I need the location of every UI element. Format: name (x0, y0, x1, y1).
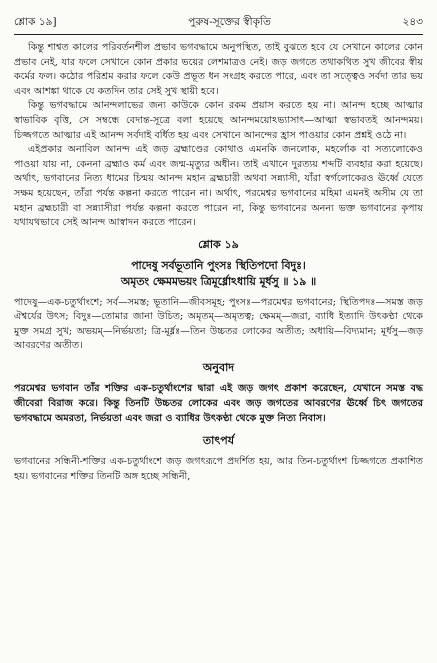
paragraph-2: কিন্তু ভগবদ্ধামে আনন্দলাভের জন্য কাউকে কোন রকম প্রয়াস করতে হয় না। আনন্দ হচ্ছে আত্মার স্বাভাবিক বৃত্তি, সে সম্বন্ধে বেদান্ত-সূত্রে বলা হয়েছে আনন্দময়োঽভ্যাসাৎ—আত্মা স্বভাবতই আনন্দময়। চিজ্জগতে আত্মার এই আনন্দ সর্বদাই বর্ধিত হয় এবং সেখানে আনন্দের হ্রাস পাওয়ার কোন প্রশ্নই ওঠে না। (14, 100, 423, 141)
translation-heading: অনুবাদ (202, 361, 235, 375)
verse-line-2: অমৃতং ক্ষেমমভয়ং ত্রিমূর্ধ্নোঽধায়ি মূর্ধসু ॥ ১৯ ॥ (120, 274, 317, 288)
purport-text: ভগবানের সন্ধিনী-শক্তির এক-চতুর্থাংশে জড় জগৎরূপে প্রদর্শিত হয়, আর তিন-চতুর্থাংশ চিজ্জগতে প্রকাশিত হয়। ভগবানের শক্তির তিনটি অঙ্গ হচ্ছে সন্ধিনী, (14, 456, 423, 482)
paragraph-1: কিন্তু শাশ্বত কালের পরিবর্তনশীল প্রভাব ভগবদ্ধামে অনুপস্থিত, তাই বুঝতে হবে যে সেখানে কালের কোন প্রভাব নেই, যার ফলে সেখানে কোন প্রকার ভয়ের লেশমাত্রও নেই। জড় জগতে তথাকথিত সুখ জীবের স্বীয় কর্মের ফল। কঠোর পরিশ্রম করার ফলে কেউ প্রভূত ধন সংগ্রহ করতে পারে, এবং তা সত্ত্বেও সর্বদা তার ভয় এবং আশঙ্কা থাকে যে কতদিন তার সেই সুখ স্থায়ী হবে। (14, 42, 423, 97)
purport-heading: তাৎপর্য (202, 434, 235, 448)
header-verse-ref: শ্লোক ১৯] (14, 16, 57, 28)
page-header (14, 10, 423, 32)
verse-line-1: পাদেষু সর্বভূতানি পুংসঃ স্থিতিপদো বিদুঃ। (131, 258, 306, 272)
header-rule (14, 34, 423, 35)
header-page-number: ২৪৩ (402, 16, 423, 28)
word-meanings: পাদেষু—এক-চতুর্থাংশে; সর্ব—সমস্ত; ভূতানি—জীবসমূহ; পুংসঃ—পরমেশ্বর ভগবানের; স্থিতিপদঃ—সমস্ত জড় ঐশ্বর্যের উৎস; বিদুঃ—তোমার জানা উচিত; অমৃতম্—অমৃতত্ব; ক্ষেমম্—জরা, ব্যাধি ইত্যাদি উৎকণ্ঠা থেকে মুক্ত সমগ্র সুখ; অভয়ম্—নির্ভয়তা; ত্রি-মূর্ধ্নঃ—তিন উচ্চতর লোকের অতীত; অধায়ি—বিদ্যমান; মূর্ধসু—জড় আবরণের অতীত। (14, 296, 423, 351)
paragraph-3: এইপ্রকার অনাবিল আনন্দ এই জড় ব্রহ্মাণ্ডের কোথাও এমনকি জনলোক, মহর্লোক বা সত্যলোকেও পাওয়া যায় না, কেননা ব্রহ্মাও কর্ম এবং জন্ম-মৃত্যুর অধীন। তাই এখানে দুরত্যয় শব্দটি ব্যবহার করা হয়েছে। অর্থাৎ, ভগবানের নিত্য ধামের চিন্ময় আনন্দ মহান ব্রহ্মচারী অথবা সন্ন্যাসী, যাঁরা স্বর্গলোকেরও ঊর্ধ্বে যেতে সক্ষম হয়েছেন, তাঁরা পর্যন্ত কল্পনা করতে পারেন না। অর্থাৎ, পরমেশ্বর ভগবানের মহিমা এমনই অসীম যে তা মহান ব্রহ্মচারী বা সন্ন্যাসীরা পর্যন্ত কল্পনা করতে পারেন না, কিন্তু ভগবানের অনন্য ভক্ত ভগবানের কৃপায় যথাযথভাবে সেই আনন্দ আস্বাদন করতে পারেন। (14, 144, 423, 229)
verse-heading: শ্লোক ১৯ (198, 237, 239, 251)
header-chapter-title: পুরুষ-সূক্তের স্বীকৃতি (188, 16, 271, 28)
translation-text: পরমেশ্বর ভগবান তাঁর শক্তির এক-চতুর্থাংশের দ্বারা এই জড় জগৎ প্রকাশ করেছেন, যেখানে সমস্ত বদ্ধ জীবেরা বিরাজ করে। কিন্তু তিনটি উচ্চতর লোকের এবং জড় জগতের আবরণের ঊর্ধ্বে চিৎ জগতের ভগবদ্ধামে অমরতা, নির্ভয়তা এবং জরা ও ব্যাধির উৎকণ্ঠা থেকে মুক্ত নিত্য নিবাস। (14, 383, 423, 424)
